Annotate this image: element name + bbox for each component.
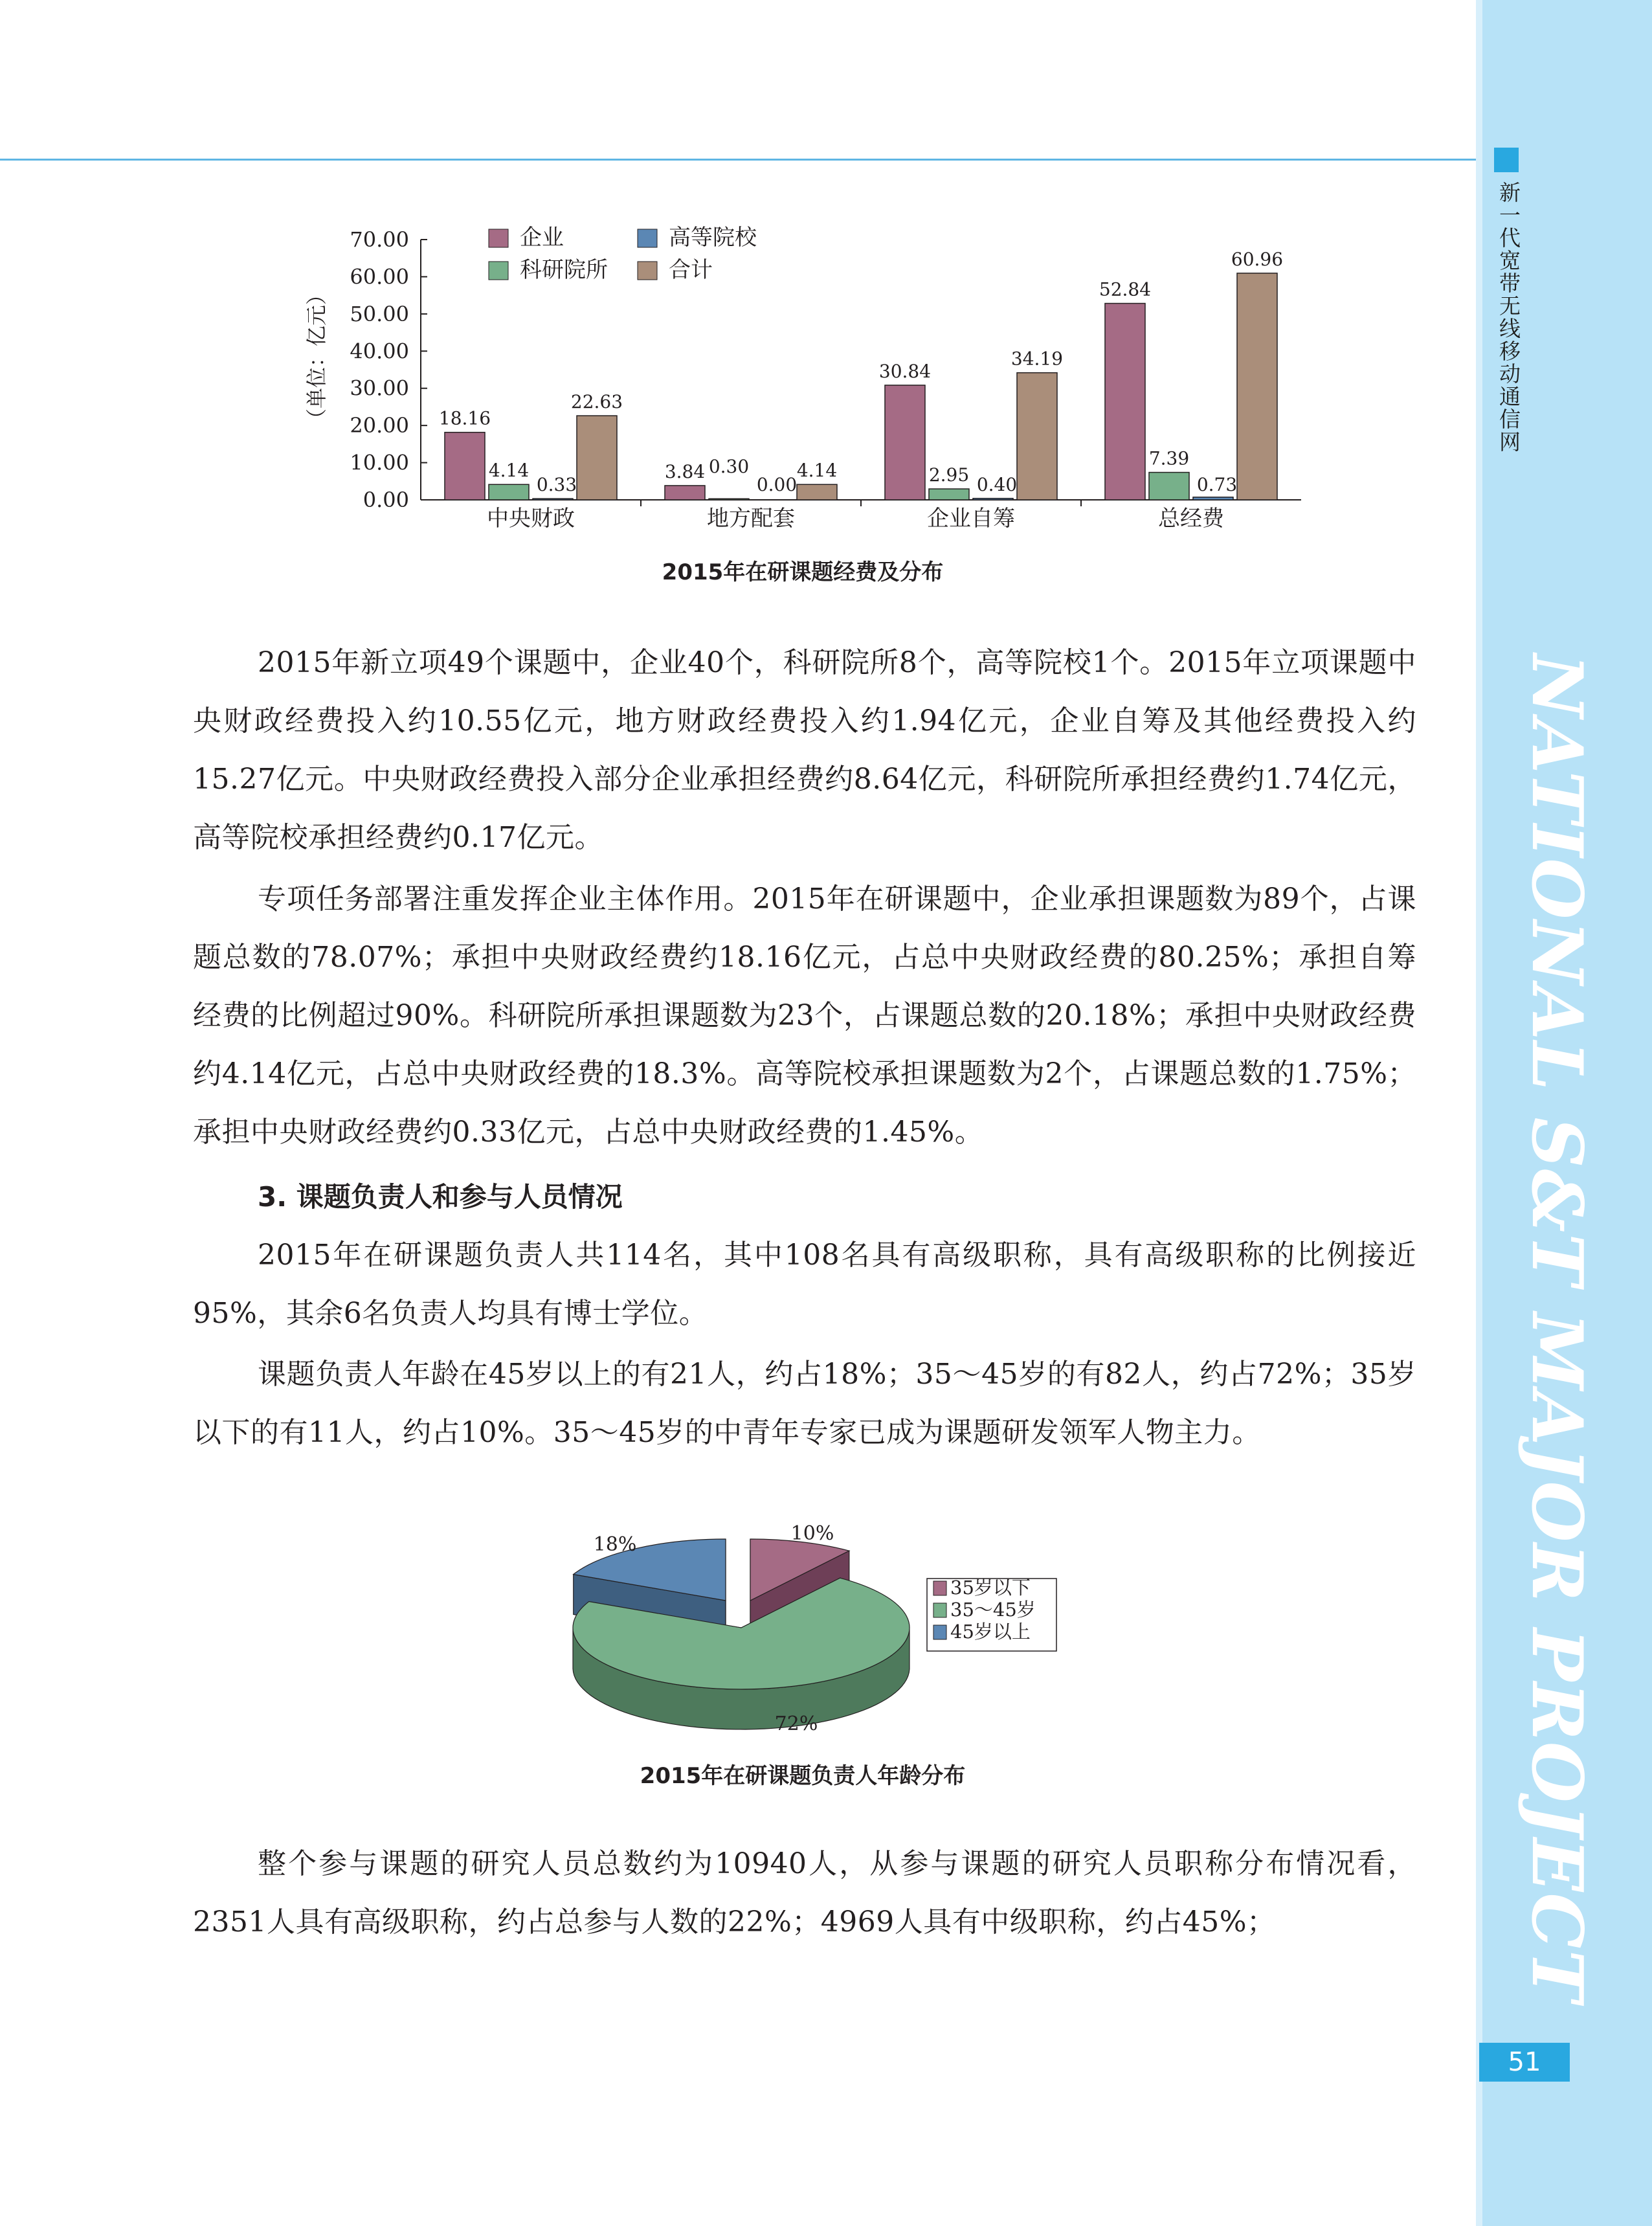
bar-chart-caption: 2015年在研课题经费及分布	[662, 559, 944, 585]
bar-value-label: 0.00	[756, 474, 798, 495]
bar-value-label: 3.84	[664, 460, 706, 482]
bar-企业	[1105, 304, 1145, 500]
bar-value-label: 60.96	[1231, 248, 1284, 270]
bar-科研院所	[1149, 473, 1189, 500]
sidebar-vertical-title: 新一代宽带无线移动通信网	[1496, 181, 1521, 453]
bar-value-label: 0.40	[976, 474, 1018, 495]
y-tick-label: 30.00	[350, 376, 409, 401]
section-heading: 3. 课题负责人和参与人员情况	[258, 1181, 623, 1213]
y-tick-label: 70.00	[350, 227, 409, 252]
y-tick-label: 50.00	[350, 301, 409, 326]
y-tick-label: 60.00	[350, 264, 409, 289]
bar-value-label: 4.14	[488, 460, 530, 482]
bar-科研院所	[709, 499, 749, 500]
category-label: 地方配套	[707, 506, 795, 532]
sidebar-marker	[1494, 148, 1519, 172]
bar-科研院所	[489, 484, 529, 500]
bar-value-label: 30.84	[878, 360, 932, 382]
sidebar-edge	[1476, 0, 1482, 2226]
pie-chart-caption: 2015年在研课题负责人年龄分布	[640, 1763, 966, 1789]
bar-合计	[1017, 373, 1057, 500]
paragraph-enterprise-role: 专项任务部署注重发挥企业主体作用。2015年在研课题中，企业承担课题数为89个，占课题总数的78.07%；承担中央财政经费约18.16亿元，占总中央财政经费的80.25%；承担自筹经费的比例超过90%。科研院所承担课题数为23个，占课题总数的20.18%；承担中央财政经费约4.14亿元，占总中央财政经费的18.3%。高等院校承担课题数为2个，占课题总数的1.75%；承担中央财政经费约0.33亿元，占总中央财政经费的1.45%。	[193, 883, 1416, 1149]
bar-value-label: 22.63	[570, 391, 623, 413]
y-tick-label: 20.00	[350, 413, 409, 438]
pie-legend-swatch	[933, 1603, 946, 1617]
bar-合计	[797, 484, 837, 500]
sidebar-project-title: NATIONAL S&T MAJOR PROJECT	[1516, 654, 1598, 2003]
category-label: 企业自筹	[927, 506, 1015, 532]
y-tick-label: 0.00	[363, 488, 409, 512]
funding-bar-chart	[285, 214, 1321, 557]
pie-percent-label: 18%	[593, 1533, 637, 1556]
bar-value-label: 7.39	[1148, 447, 1190, 469]
bar-科研院所	[929, 489, 969, 500]
pie-legend-label: 35岁以下	[950, 1577, 1031, 1599]
legend-swatch	[638, 229, 657, 247]
paragraph-leaders: 2015年在研课题负责人共114名，其中108名具有高级职称，具有高级职称的比例接近95%，其余6名负责人均具有博士学位。	[193, 1239, 1416, 1330]
bar-企业	[885, 385, 925, 500]
bar-高等院校	[973, 499, 1013, 500]
pie-percent-label: 72%	[774, 1713, 818, 1735]
bar-企业	[665, 486, 705, 500]
y-axis-label: （单位：亿元）	[304, 284, 329, 430]
bar-value-label: 34.19	[1010, 348, 1064, 370]
bar-value-label: 2.95	[928, 464, 970, 486]
paragraph-new-projects: 2015年新立项49个课题中，企业40个，科研院所8个，高等院校1个。2015年立项课题中央财政经费投入约10.55亿元，地方财政经费投入约1.94亿元，企业自筹及其他经费投入约15.27亿元。中央财政经费投入部分企业承担经费约8.64亿元，科研院所承担经费约1.74亿元，高等院校承担经费约0.17亿元。	[193, 646, 1416, 854]
bar-value-label: 0.33	[536, 474, 577, 495]
y-tick-label: 10.00	[350, 450, 409, 475]
legend-swatch	[489, 262, 508, 280]
paragraph-leader-ages: 课题负责人年龄在45岁以上的有21人，约占18%；35～45岁的有82人，约占72%；35岁以下的有11人，约占10%。35～45岁的中青年专家已成为课题研发领军人物主力。	[193, 1358, 1416, 1449]
y-tick-label: 40.00	[350, 339, 409, 364]
legend-label: 企业	[520, 225, 564, 251]
bar-value-label: 18.16	[438, 407, 491, 429]
pie-legend-swatch	[933, 1625, 946, 1639]
pie-legend-label: 35～45岁	[950, 1599, 1036, 1621]
category-label: 中央财政	[487, 506, 575, 532]
header-rule	[0, 159, 1476, 161]
bar-企业	[445, 433, 485, 500]
pie-percent-label: 10%	[790, 1522, 834, 1545]
pie-legend-swatch	[933, 1581, 946, 1595]
bar-合计	[1237, 273, 1277, 500]
pie-legend-label: 45岁以上	[950, 1621, 1031, 1643]
bar-value-label: 0.73	[1196, 474, 1238, 495]
pie-legend	[927, 1577, 1056, 1651]
paragraph-researchers: 整个参与课题的研究人员总数约为10940人，从参与课题的研究人员职称分布情况看，2351人具有高级职称，约占总参与人数的22%；4969人具有中级职称，约占45%；	[193, 1847, 1416, 1939]
legend-swatch	[489, 229, 508, 247]
age-pie-chart	[531, 1522, 1088, 1748]
legend-label: 科研院所	[520, 257, 608, 283]
legend-label: 高等院校	[669, 225, 757, 251]
bar-value-label: 0.30	[708, 456, 750, 477]
bar-value-label: 4.14	[796, 460, 838, 482]
bar-合计	[577, 416, 617, 500]
category-label: 总经费	[1158, 506, 1224, 532]
legend-label: 合计	[669, 257, 713, 283]
legend-swatch	[638, 262, 657, 280]
bar-value-label: 52.84	[1099, 278, 1152, 300]
bar-高等院校	[1193, 497, 1233, 500]
bar-高等院校	[533, 499, 573, 500]
page-number: 51	[1479, 2043, 1570, 2082]
